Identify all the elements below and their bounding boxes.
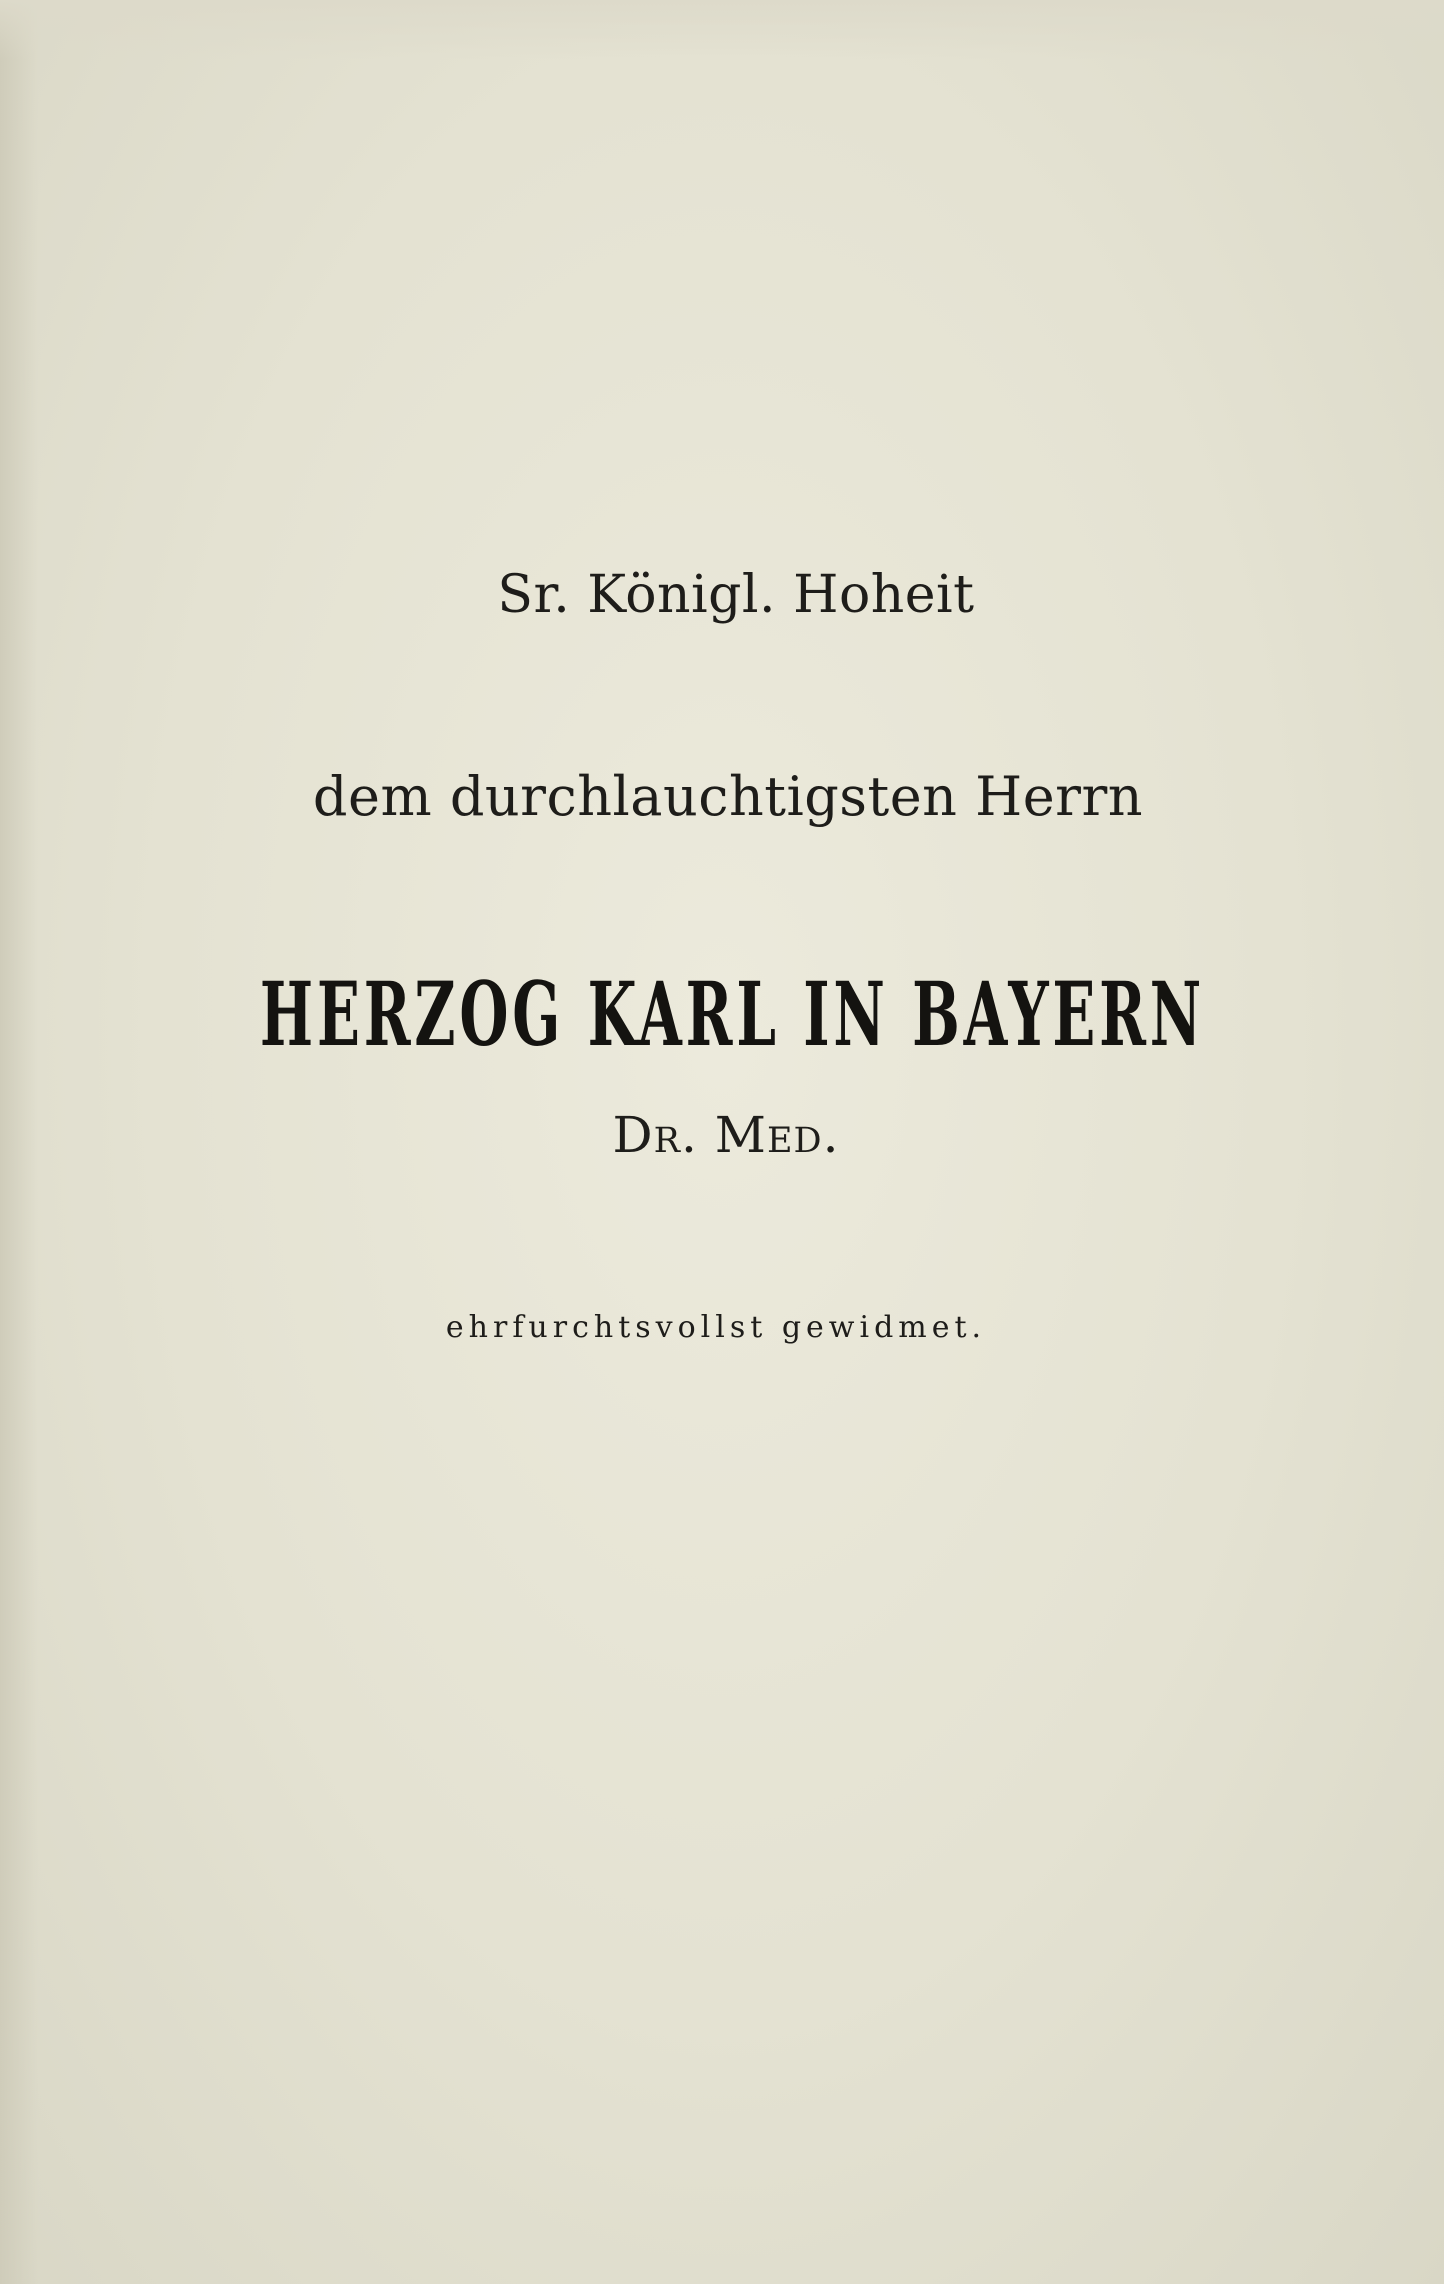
dedication-closing: ehrfurchtsvollst gewidmet. bbox=[445, 1310, 987, 1345]
dedication-honorific: Sr. Königl. Hoheit bbox=[497, 565, 975, 625]
page-top-shadow bbox=[0, 0, 1444, 60]
dedicatee-degree: Dr. Med. bbox=[612, 1106, 840, 1164]
dedication-address: dem durchlauchtigsten Herrn bbox=[312, 765, 1144, 828]
dedicatee-name: HERZOG KARL IN BAYERN bbox=[259, 962, 1206, 1066]
